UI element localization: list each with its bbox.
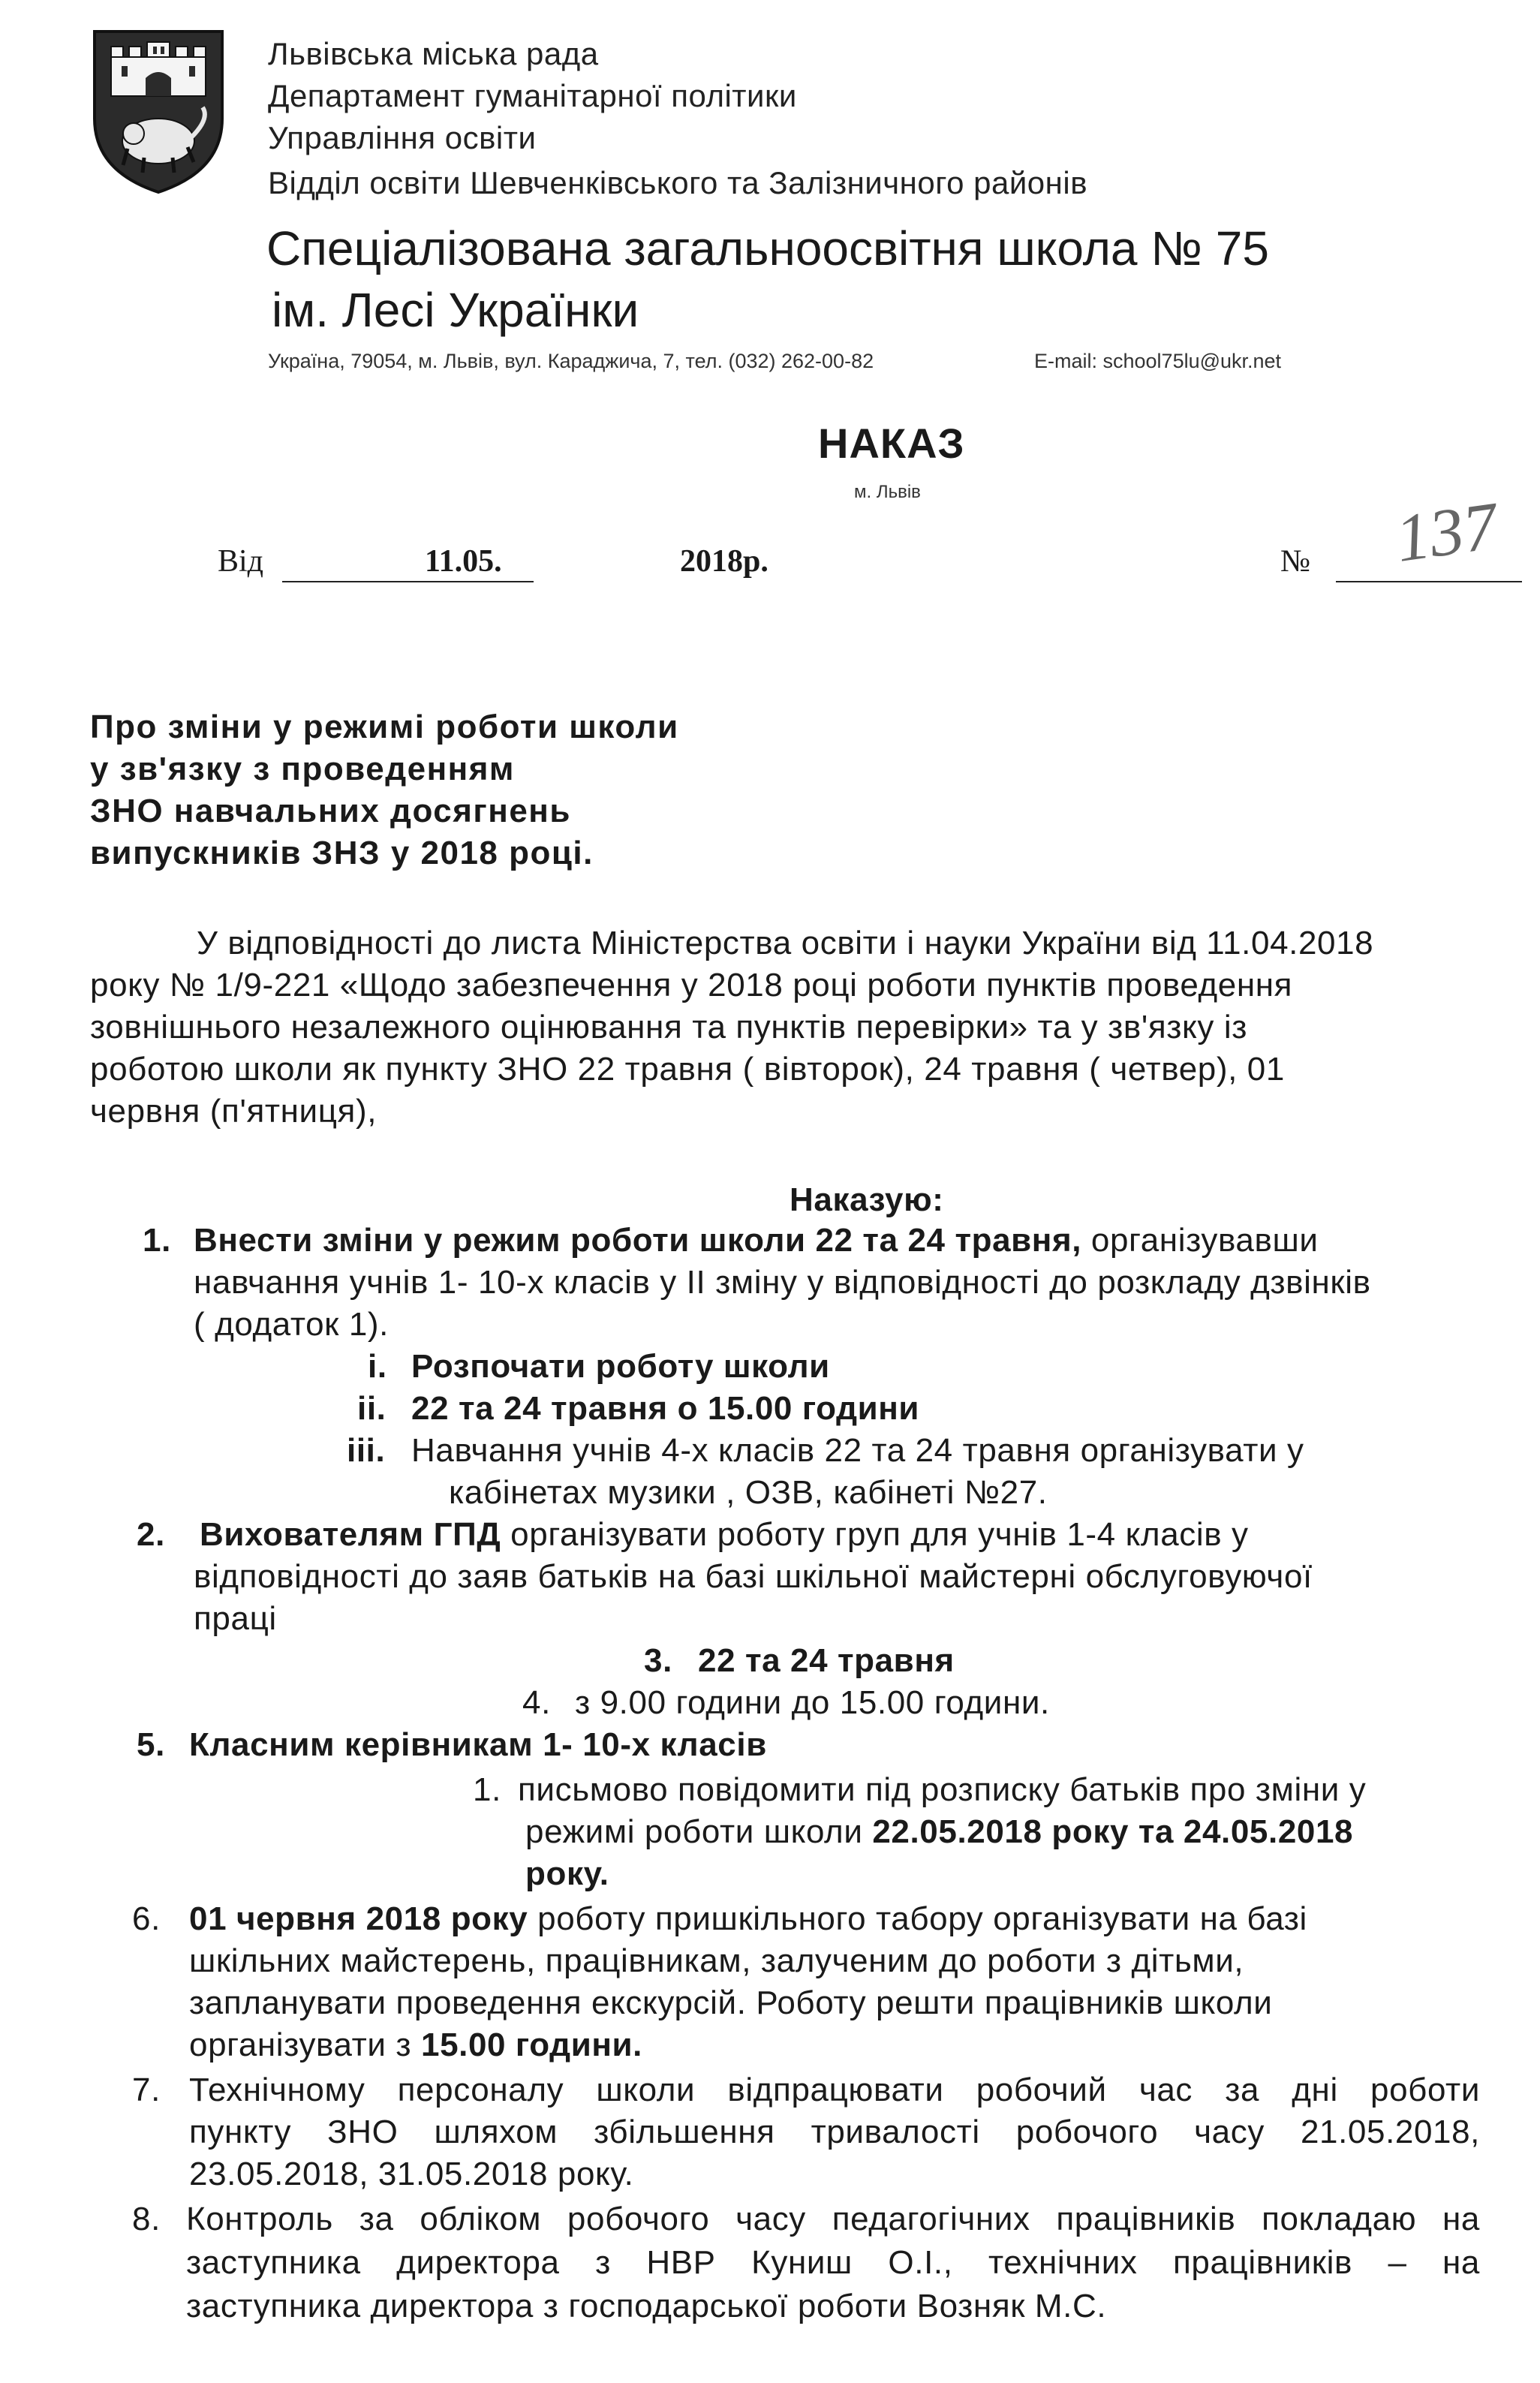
item-5-sub-number: 1.: [473, 1771, 501, 1808]
item-2-number: 2.: [137, 1516, 165, 1553]
preamble-line-5: червня (п'ятниця),: [90, 1093, 377, 1130]
item-7-line-1: Технічному персоналу школи відпрацювати робочий час за дні роботи: [189, 2072, 1480, 2108]
order-title: НАКАЗ: [818, 420, 965, 467]
lviv-coat-of-arms-emblem: [90, 29, 227, 195]
item-3-number: 3.: [644, 1642, 672, 1679]
date-underline: [282, 581, 534, 582]
item-8-number: 8.: [132, 2201, 161, 2237]
subitem-ii-number: ii.: [357, 1390, 387, 1427]
item-6-line-4-text: організувати з: [189, 2026, 421, 2063]
item-6-line-4: [189, 2026, 642, 2064]
item-2-line-1: [200, 1516, 1249, 1554]
item-1-number: 1.: [143, 1222, 171, 1259]
item-2-continuation: організувати роботу груп для учнів 1-4 класів у: [501, 1516, 1249, 1553]
item-8-line-2: заступника директора з НВР Куниш О.І., технічних працівників – на: [186, 2244, 1480, 2281]
subitem-iii-line-1: Навчання учнів 4-х класів 22 та 24 травня організувати у: [411, 1432, 1304, 1469]
item-6-emphasis: 01 червня 2018 року: [189, 1900, 528, 1937]
item-5-sub-line-2-text: режимі роботи школи: [525, 1813, 873, 1850]
item-6-time: 15.00 години.: [421, 2026, 643, 2063]
item-3-text: 22 та 24 травня: [698, 1642, 955, 1679]
item-4-text: з 9.00 години до 15.00 години.: [575, 1684, 1050, 1721]
item-8-line-1: Контроль за обліком робочого часу педагогічних працівників покладаю на: [186, 2201, 1480, 2237]
subitem-iii-line-2: кабінетах музики , ОЗВ, кабінеті №27.: [449, 1474, 1048, 1511]
item-1-emphasis: Внести зміни у режим роботи школи 22 та 24 травня,: [194, 1222, 1082, 1259]
item-5-sub-line-2: [525, 1813, 1353, 1851]
order-date: 11.05.: [425, 544, 502, 579]
city-council-line: Львівська міська рада: [268, 36, 599, 71]
order-number-label: №: [1280, 544, 1311, 579]
order-city: м. Львів: [854, 482, 921, 502]
subitem-i-text: Розпочати роботу школи: [411, 1348, 830, 1385]
item-5-number: 5.: [137, 1726, 165, 1763]
item-5-sub-line-1: письмово повідомити під розписку батьків про зміни у: [518, 1771, 1367, 1808]
handwritten-order-number: 137: [1391, 489, 1502, 576]
item-2-line-2: відповідності до заяв батьків на базі шкільної майстерні обслуговуючої: [194, 1558, 1313, 1595]
item-6-line-2: шкільних майстерень, працівникам, залученим до роботи з дітьми,: [189, 1942, 1244, 1979]
date-prefix: Від: [218, 544, 264, 579]
item-6-line-1: [189, 1900, 1307, 1938]
subitem-iii-number: iii.: [347, 1432, 386, 1469]
subitem-ii-text: 22 та 24 травня о 15.00 години: [411, 1390, 920, 1427]
item-7-line-3: 23.05.2018, 31.05.2018 року.: [189, 2156, 634, 2192]
item-1-line-3: ( додаток 1).: [194, 1306, 389, 1343]
preamble-line-4: роботою школи як пункту ЗНО 22 травня ( вівторок), 24 травня ( четвер), 01: [90, 1051, 1285, 1088]
humanitarian-department-line: Департамент гуманітарної політики: [268, 78, 797, 113]
item-2-line-3: праці: [194, 1600, 277, 1637]
subject-line-2: у зв'язку з проведенням: [90, 751, 515, 787]
item-5-text: Класним керівникам 1- 10-х класів: [189, 1726, 767, 1763]
preamble-line-1: У відповідності до листа Міністерства освіти і науки України від 11.04.2018: [197, 925, 1374, 961]
school-name-line2: ім. Лесі Українки: [272, 283, 639, 337]
item-1-line-1: [194, 1222, 1319, 1259]
subitem-i-number: i.: [368, 1348, 387, 1385]
item-1-line-2: навчання учнів 1- 10-х класів у ІІ зміну у відповідності до розкладу дзвінків: [194, 1264, 1371, 1301]
school-address: Україна, 79054, м. Львів, вул. Караджича, 7, тел. (032) 262-00-82: [268, 350, 874, 372]
number-underline: [1336, 581, 1522, 582]
order-year: 2018р.: [680, 544, 768, 579]
school-name-line1: Спеціалізована загальноосвітня школа № 75: [266, 221, 1269, 275]
subject-line-3: ЗНО навчальних досягнень: [90, 793, 571, 829]
item-8-line-3: заступника директора з господарської роботи Возняк М.С.: [186, 2288, 1107, 2324]
item-5-sub-dates: 22.05.2018 року та 24.05.2018: [872, 1813, 1354, 1850]
item-5-sub-line-3: року.: [525, 1855, 609, 1892]
preamble-line-2: року № 1/9-221 «Щодо забезпечення у 2018 році роботи пунктів проведення: [90, 967, 1293, 1003]
decree-label: Наказую:: [790, 1181, 944, 1218]
item-7-line-2: пункту ЗНО шляхом збільшення тривалості робочого часу 21.05.2018,: [189, 2114, 1480, 2150]
item-6-continuation: роботу пришкільного табору організувати на базі: [528, 1900, 1307, 1937]
preamble-line-3: зовнішнього незалежного оцінювання та пунктів перевірки» та у зв'язку із: [90, 1009, 1247, 1046]
item-6-line-3: запланувати проведення екскурсій. Роботу решти працівників школи: [189, 1984, 1273, 2021]
subject-line-4: випускників ЗНЗ у 2018 році.: [90, 835, 594, 871]
item-6-number: 6.: [132, 1900, 161, 1937]
school-email: E-mail: school75lu@ukr.net: [1034, 350, 1282, 372]
item-7-number: 7.: [132, 2072, 161, 2108]
district-education-line: Відділ освіти Шевченківського та Залізничного районів: [268, 165, 1088, 200]
item-4-number: 4.: [522, 1684, 551, 1721]
subject-line-1: Про зміни у режимі роботи школи: [90, 709, 679, 745]
education-administration-line: Управління освіти: [268, 120, 537, 155]
item-1-continuation: організувавши: [1081, 1222, 1319, 1259]
item-2-emphasis: Вихователям ГПД: [200, 1516, 501, 1553]
